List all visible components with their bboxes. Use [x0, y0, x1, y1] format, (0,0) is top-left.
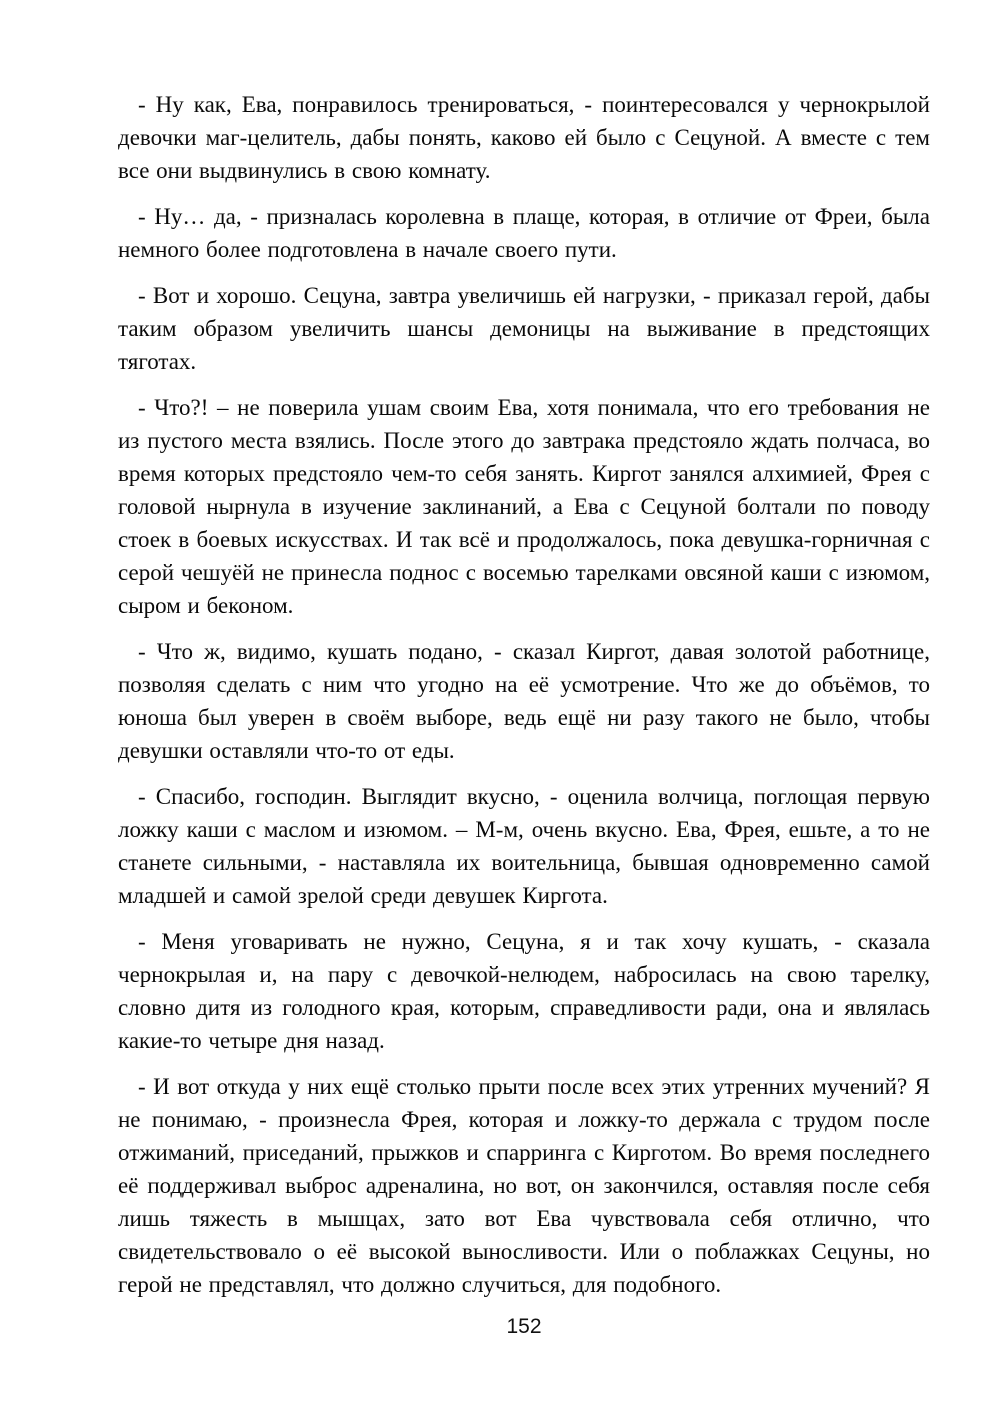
paragraph: - Ну как, Ева, понравилось тренироваться, - поинтересовался у чернокрылой девочки маг-целитель, дабы понять, каково ей было с Сецуной. А вместе с тем все они выдвинулись в свою комнату.	[118, 92, 930, 183]
page-number: 152	[506, 1315, 542, 1338]
page-body-text	[118, 88, 930, 1314]
paragraph: - Меня уговаривать не нужно, Сецуна, я и так хочу кушать, - сказала чернокрылая и, на пару с девочкой-нелюдем, набросилась на свою тарелку, словно дитя из голодного края, которым, справедливости ради, она и являлась какие-то четыре дня назад.	[118, 929, 930, 1053]
paragraph: - Что ж, видимо, кушать подано, - сказал Киргот, давая золотой работнице, позволяя сделать с ним что угодно на её усмотрение. Что же до объёмов, то юноша был уверен в своём выборе, ведь ещё ни разу такого не было, чтобы девушки оставляли что-то от еды.	[118, 639, 930, 763]
paragraph: - Ну… да, - призналась королевна в плаще, которая, в отличие от Фреи, была немного более подготовлена в начале своего пути.	[118, 204, 930, 262]
paragraph: - Что?! – не поверила ушам своим Ева, хотя понимала, что его требования не из пустого места взялись. После этого до завтрака предстояло ждать полчаса, во время которых предстояло чем-то себя занять. Киргот занялся алхимией, Фрея с головой нырнула в изучение заклинаний, а Ева с Сецуной болтали по поводу стоек в боевых искусствах. И так всё и продолжалось, пока девушка-горничная с серой чешуёй не принесла поднос с восемью тарелками овсяной каши с изюмом, сыром и беконом.	[118, 395, 930, 618]
paragraph: - Спасибо, господин. Выглядит вкусно, - оценила волчица, поглощая первую ложку каши с маслом и изюмом. – М-м, очень вкусно. Ева, Фрея, ешьте, а то не станете сильными, - наставляла их воительница, бывшая одновременно самой младшей и самой зрелой среди девушек Киргота.	[118, 784, 930, 908]
paragraph: - И вот откуда у них ещё столько прыти после всех этих утренних мучений? Я не понимаю, - произнесла Фрея, которая и ложку-то держала с трудом после отжиманий, приседаний, прыжков и спарринга с Кирготом. Во время последнего её поддерживал выброс адреналина, но вот, он закончился, оставляя после себя лишь тяжесть в мышцах, зато вот Ева чувствовала себя отлично, что свидетельствовало о её высокой выносливости. Или о поблажках Сецуны, но герой не представлял, что должно случиться, для подобного.	[118, 1074, 930, 1297]
paragraph: - Вот и хорошо. Сецуна, завтра увеличишь ей нагрузки, - приказал герой, дабы таким образом увеличить шансы демоницы на выживание в предстоящих тяготах.	[118, 283, 930, 374]
